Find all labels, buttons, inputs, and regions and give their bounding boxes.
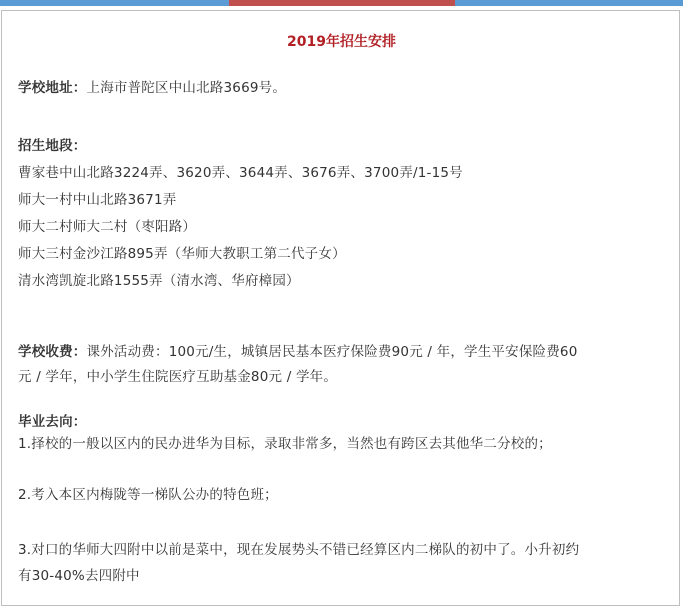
content-box <box>1 10 680 606</box>
address-line <box>18 78 286 98</box>
graduation-item-1: 1.择校的一般以区内的民办进华为目标，录取非常多，当然也有跨区去其他华二分校的； <box>18 436 552 452</box>
zone-item: 师大三村金沙江路895弄（华师大教职工第二代子女） <box>18 246 346 262</box>
graduation-item-2: 2.考入本区内梅陇等一梯队公办的特色班； <box>18 487 278 503</box>
zone-item: 曹家巷中山北路3224弄、3620弄、3644弄、3676弄、3700弄/1-15号 <box>18 165 463 181</box>
page-title: 2019年招生安排 <box>287 34 396 50</box>
graduation-item-3-line-1: 3.对口的华师大四附中以前是菜中，现在发展势头不错已经算区内二梯队的初中了。小升初约 <box>18 542 580 558</box>
top-bar-middle-segment <box>229 0 455 6</box>
zone-label: 招生地段： <box>18 138 87 154</box>
zone-item: 师大二村师大二村（枣阳路） <box>18 219 197 235</box>
address-label: 学校地址： <box>18 80 87 96</box>
address-value: 上海市普陀区中山北路3669号。 <box>86 80 287 96</box>
fees-text-1: 课外活动费：100元/生，城镇居民基本医疗保险费90元 / 年，学生平安保险费60 <box>86 344 578 360</box>
graduation-item-3-line-2: 有30-40%去四附中 <box>18 568 140 584</box>
zone-item: 清水湾凯旋北路1555弄（清水湾、华府樟园） <box>18 273 300 289</box>
fees-label: 学校收费： <box>18 344 87 360</box>
graduation-label: 毕业去向： <box>18 414 87 430</box>
zone-item: 师大一村中山北路3671弄 <box>18 192 177 208</box>
top-color-bar <box>0 0 683 6</box>
top-bar-right-segment <box>455 0 683 6</box>
top-bar-left-segment <box>0 0 229 6</box>
fees-line-2: 元 / 学年，中小学生住院医疗互助基金80元 / 学年。 <box>18 369 338 385</box>
fees-line-1 <box>18 342 578 362</box>
